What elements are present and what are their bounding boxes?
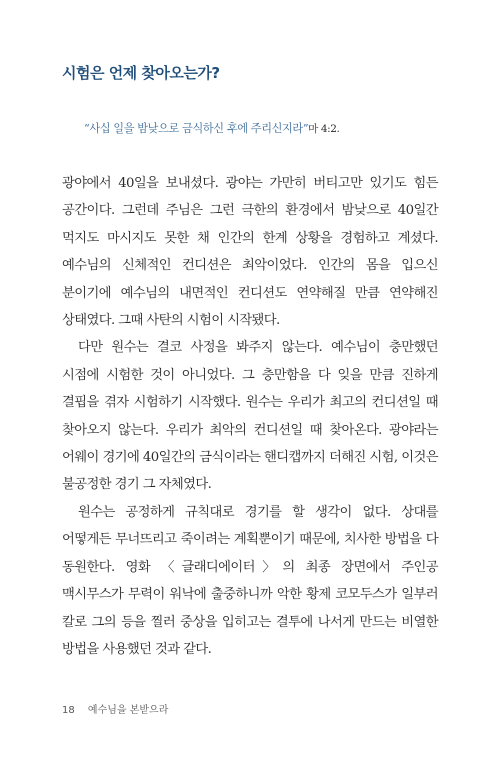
body-text xyxy=(62,170,438,663)
paragraph-3: 원수는 공정하게 규칙대로 경기를 할 생각이 없다. 상대를 어떻게든 무너뜨리고 죽이려는 계획뿐이기 때문에, 치사한 방법을 다 동원한다. 영화 〈글래디에이터〉의 최종 장면에서 주인공 맥시무스가 무력이 워낙에 출중하니까 악한 황제 코모두스가 일부러 칼로 그의 등을 찔러 중상을 입히고는 결투에 나서게 만드는 비열한 방법을 사용했던 것과 같다. xyxy=(62,504,438,657)
section-heading: 시험은 언제 찾아오는가? xyxy=(62,64,220,82)
page-footer xyxy=(62,701,168,716)
quote-text: “사십 일을 밤낮으로 금식하신 후에 주리신지라” xyxy=(84,122,309,135)
paragraph-1: 광야에서 40일을 보내셨다. 광야는 가만히 버티고만 있기도 힘든 공간이다. 그런데 주님은 그런 극한의 환경에서 밤낮으로 40일간 먹지도 마시지도 못한 채 인간의 한계 상황을 경험하고 계셨다. 예수님의 신체적인 컨디션은 최악이었다. 인간의 몸을 입으신 분이기에 예수님의 내면적인 컨디션도 연약해질 만큼 연약해진 상태였다. 그때 사탄의 시험이 시작됐다. xyxy=(62,176,438,329)
book-title: 예수님을 본받으라 xyxy=(87,705,169,716)
scripture-quote xyxy=(84,120,464,136)
quote-reference: 마 4:2. xyxy=(308,123,340,135)
page-number: 18 xyxy=(62,705,75,716)
paragraph-2: 다만 원수는 결코 사정을 봐주지 않는다. 예수님이 충만했던 시점에 시험한 것이 아니었다. 그 충만함을 다 잊을 만큼 진하게 결핍을 겪자 시험하기 시작했다. 원수는 우리가 최고의 컨디션일 때 찾아오지 않는다. 우리가 최악의 컨디션일 때 찾아온다. 광야라는 어웨이 경기에 40일간의 금식이라는 핸디캡까지 더해진 시험, 이것은 불공정한 경기 그 자체였다. xyxy=(62,340,438,493)
